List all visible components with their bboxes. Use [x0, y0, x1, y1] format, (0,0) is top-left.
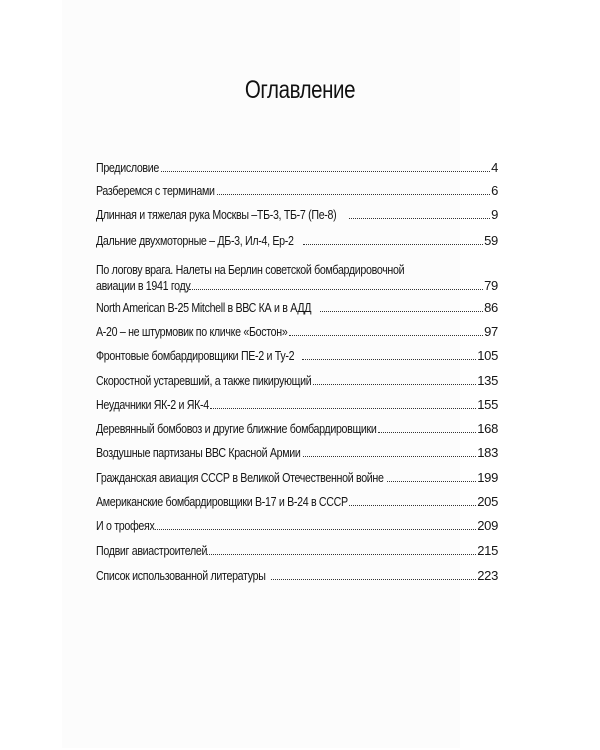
toc-entry[interactable] — [96, 324, 498, 340]
toc-entry[interactable] — [96, 397, 498, 413]
toc-entry[interactable] — [96, 373, 498, 389]
toc-entry[interactable] — [96, 518, 498, 534]
toc-entry-title: A-20 – не штурмовик по кличке «Бостон» — [96, 324, 288, 339]
dot-leader — [207, 554, 476, 555]
toc-entry[interactable] — [96, 348, 498, 364]
toc-entry-page: 215 — [477, 543, 498, 558]
toc-entry-title: Фронтовые бомбардировщики ПЕ-2 и Ту-2 — [96, 348, 295, 363]
dot-leader — [349, 505, 476, 506]
dot-leader — [155, 529, 476, 530]
toc-entry[interactable] — [96, 160, 498, 176]
dot-leader — [189, 289, 483, 290]
toc-entry[interactable] — [96, 233, 498, 249]
toc-entry-page: 79 — [484, 278, 498, 293]
toc-entry-title-line1: По логову врага. Налеты на Берлин советской бомбардировочной — [96, 262, 405, 277]
dot-leader — [210, 408, 477, 409]
toc-entry[interactable] — [96, 543, 498, 559]
toc-entry-page: 205 — [477, 494, 498, 509]
dot-leader — [289, 335, 483, 336]
dot-leader — [302, 359, 477, 360]
toc-entry[interactable] — [96, 568, 498, 584]
toc-entry-title: Предисловие — [96, 160, 159, 175]
toc-entry[interactable] — [96, 207, 498, 223]
dot-leader — [271, 579, 476, 580]
toc-entry-line2 — [96, 278, 498, 294]
toc-entry-title: Гражданская авиация СССР в Великой Отечественной войне — [96, 470, 384, 485]
toc-entry-page: 199 — [477, 470, 498, 485]
toc-entry-title: Неудачники ЯК-2 и ЯК-4 — [96, 397, 209, 412]
page-title: Оглавление — [244, 76, 356, 104]
toc-entry-page: 86 — [484, 300, 498, 315]
dot-leader — [313, 384, 477, 385]
toc-entry-title: Подвиг авиастроителей — [96, 543, 208, 558]
toc-entry-page: 9 — [491, 207, 498, 222]
toc-entry-title-wrap — [96, 261, 498, 294]
toc-entry[interactable] — [96, 300, 498, 316]
dot-leader — [217, 194, 490, 195]
toc-entry-page: 105 — [477, 348, 498, 363]
toc-entry-title: Скоростной устаревший, а также пикирующий — [96, 373, 312, 388]
dot-leader — [349, 218, 490, 219]
toc-entry-title-line2: авиации в 1941 году — [96, 278, 191, 293]
toc-entry-title: Воздушные партизаны ВВС Красной Армии — [96, 445, 301, 460]
toc-entry[interactable] — [96, 494, 498, 510]
toc-entry[interactable] — [96, 260, 498, 294]
dot-leader — [320, 311, 483, 312]
toc-entry-page: 168 — [477, 421, 498, 436]
toc-entry-page: 4 — [491, 160, 498, 175]
toc-entry-page: 183 — [477, 445, 498, 460]
toc-entry-title: Дальние двухмоторные – ДБ-3, Ил-4, Ер-2 — [96, 233, 294, 248]
toc-entry-page: 135 — [477, 373, 498, 388]
toc-entry-title: Деревянный бомбовоз и другие ближние бомбардировщики — [96, 421, 377, 436]
toc-entry-page: 223 — [477, 568, 498, 583]
toc-entry-page: 6 — [491, 183, 498, 198]
toc-entry-title: Список использованной литературы — [96, 568, 266, 583]
toc-entry[interactable] — [96, 183, 498, 199]
dot-leader — [303, 244, 483, 245]
toc-entry[interactable] — [96, 421, 498, 437]
toc-entry-title: И о трофеях — [96, 518, 155, 533]
dot-leader — [161, 171, 490, 172]
toc-entry-page: 155 — [477, 397, 498, 412]
toc-entry-title: North American B-25 Mitchell в ВВС КА и в АДД — [96, 300, 312, 315]
toc-entry-title: Американские бомбардировщики B-17 и B-24 в СССР — [96, 494, 348, 509]
toc-entry[interactable] — [96, 445, 498, 461]
toc-entry-page: 59 — [484, 233, 498, 248]
dot-leader — [387, 481, 476, 482]
toc-entry-page: 209 — [477, 518, 498, 533]
toc-entry-title: Разберемся с терминами — [96, 183, 215, 198]
toc-entry-title: Длинная и тяжелая рука Москвы –ТБ-3, ТБ-7 (Пе-8) — [96, 207, 337, 222]
toc-entry[interactable] — [96, 470, 498, 486]
toc-entry-page: 97 — [484, 324, 498, 339]
dot-leader — [303, 456, 476, 457]
dot-leader — [378, 432, 476, 433]
